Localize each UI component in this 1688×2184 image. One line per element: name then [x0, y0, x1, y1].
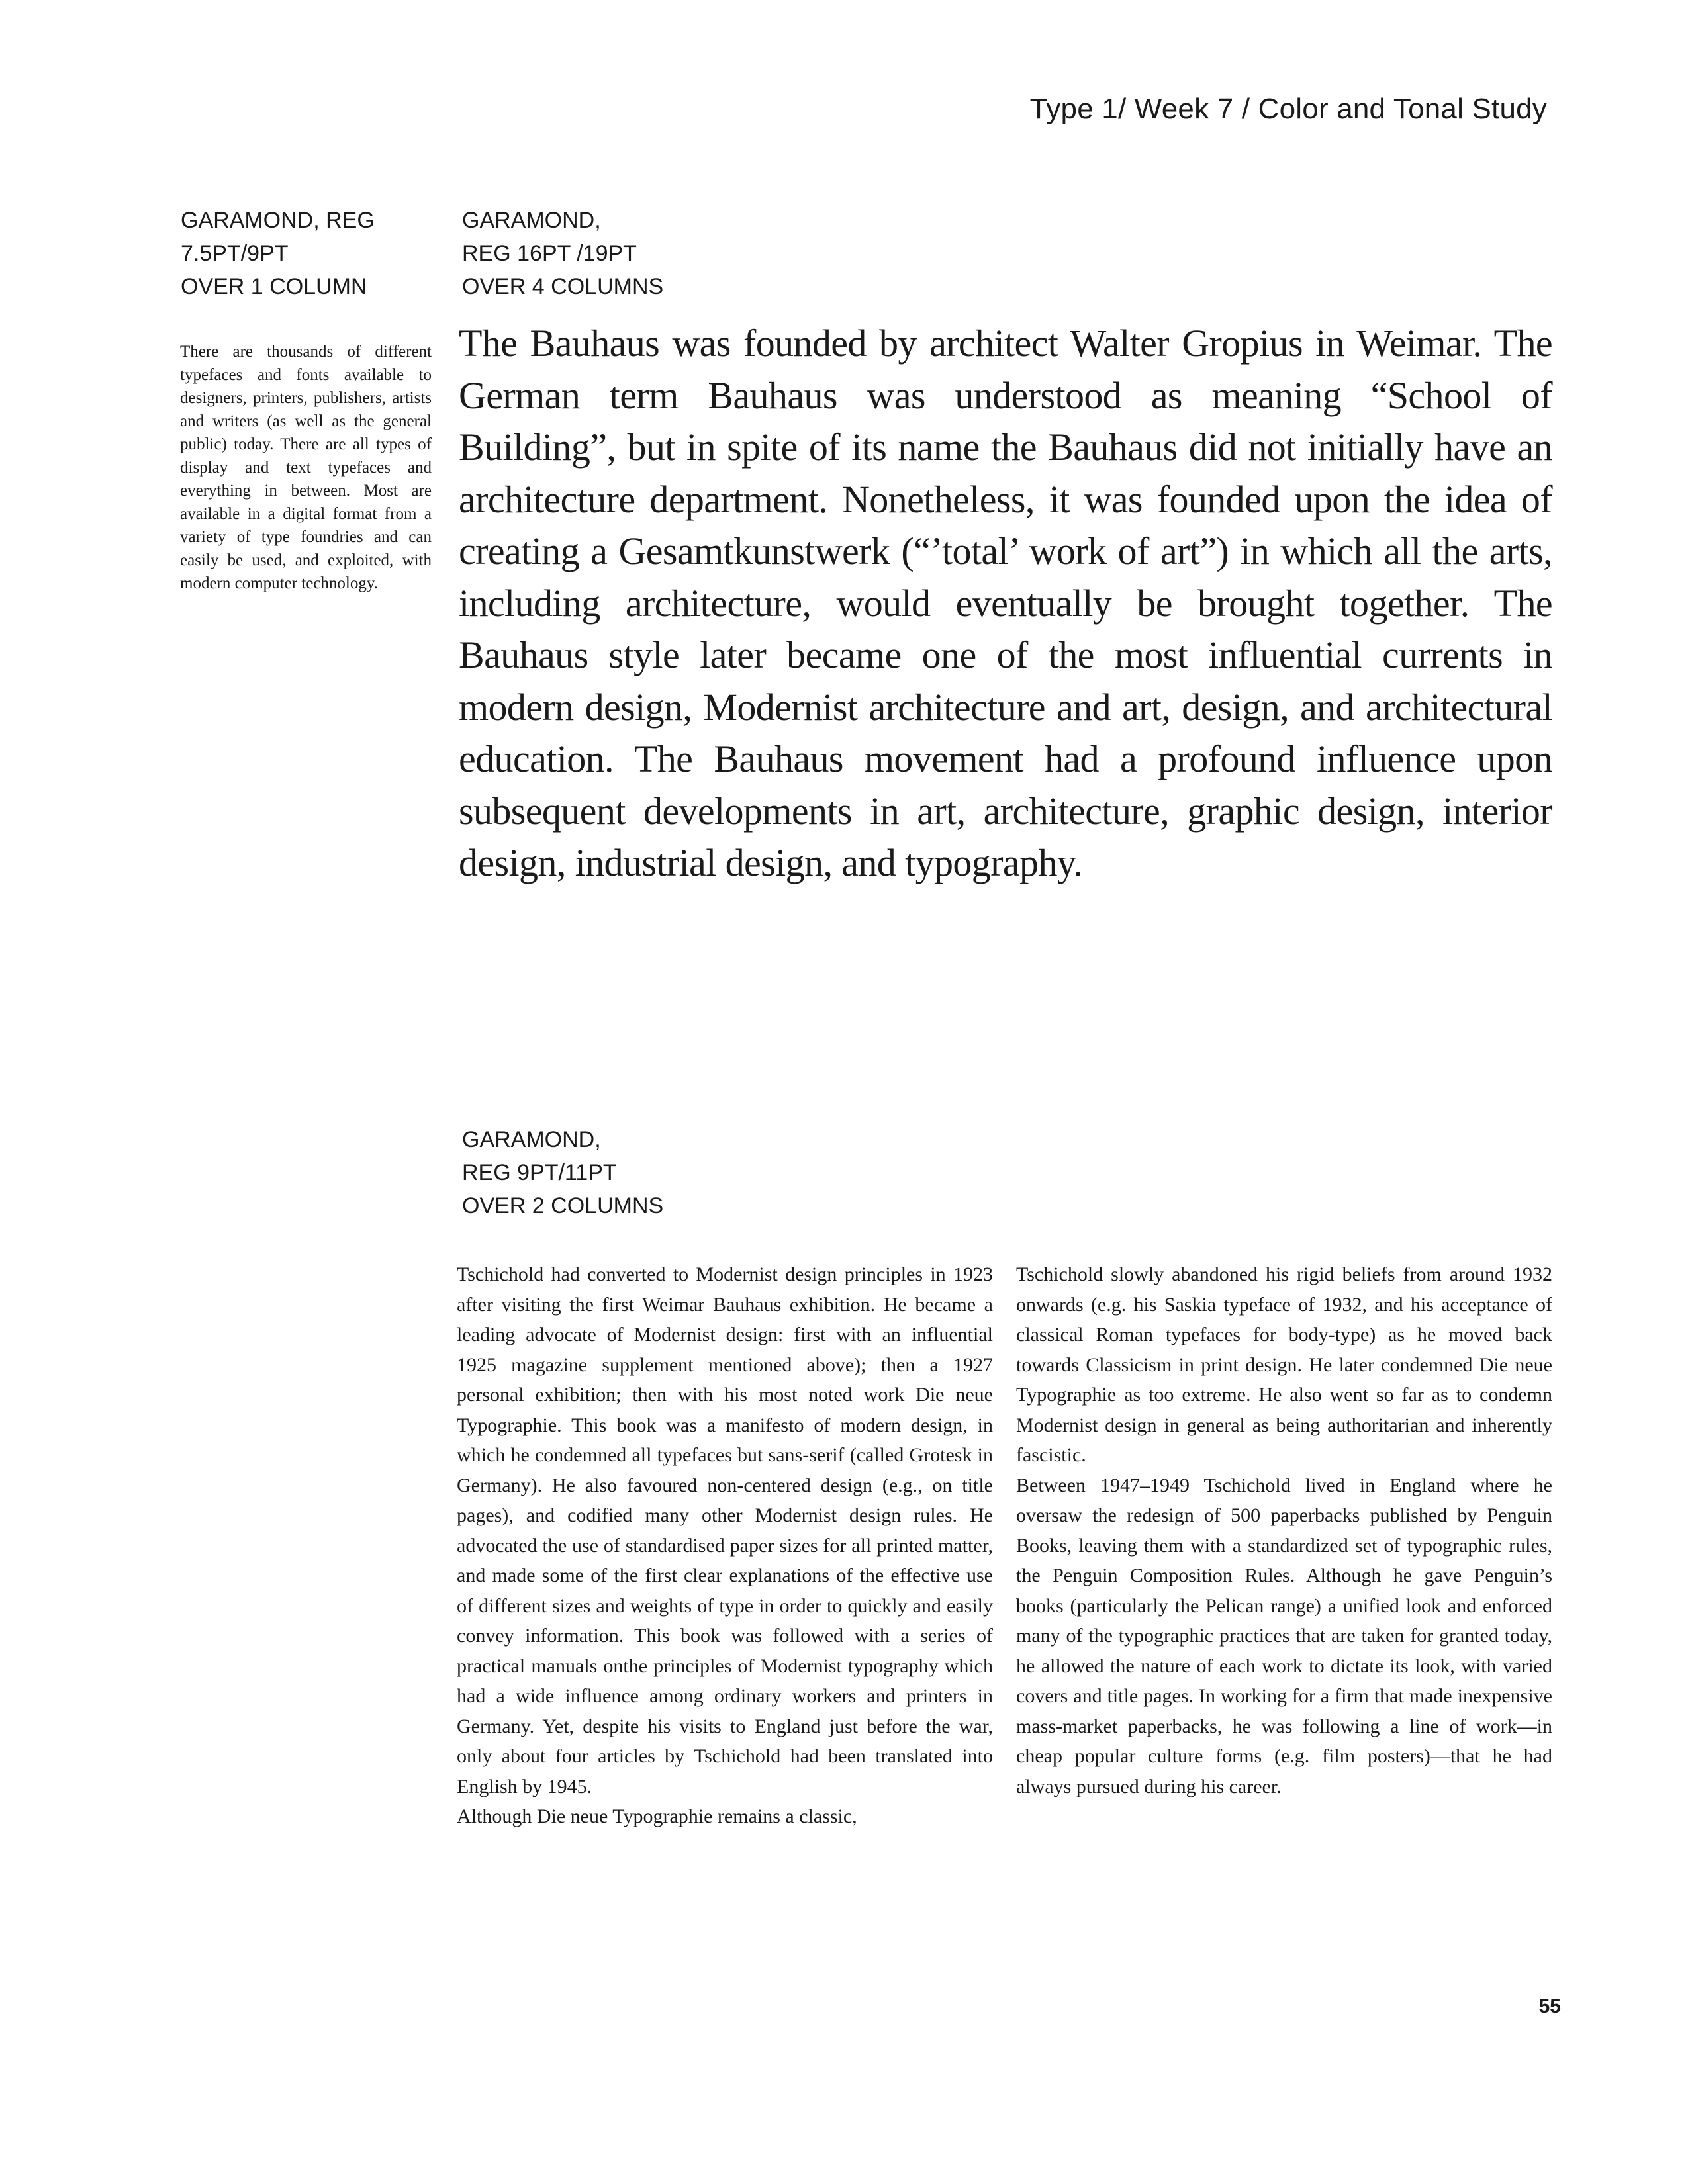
large-body-text: The Bauhaus was founded by architect Walter Gropius in Weimar. The German term Bauhaus was understood as meaning “School of Building”, but in spite of its name the Bauhaus did not initially have an architecture department. Nonetheless, it was founded upon the idea of creating a Gesamtkunstwerk (“’total’ work of art”) in which all the arts, including architecture, would eventually be brought together. The Bauhaus style later became one of the most influential currents in modern design, Modernist architecture and art, design, and architectural education. The Bauhaus movement had a profound influence upon subsequent developments in art, architecture, graphic design, interior design, industrial design, and typography.: [459, 322, 1552, 884]
paragraph: Although Die neue Typographie remains a classic,: [457, 1805, 857, 1827]
spec-line: OVER 2 COLUMNS: [462, 1193, 664, 1218]
spec-line: 7.5PT/9PT: [181, 241, 289, 266]
spec-line: GARAMOND,: [462, 1127, 601, 1152]
spec-line: OVER 1 COLUMN: [181, 274, 367, 299]
paragraph: Tschichold had converted to Modernist design principles in 1923 after visiting the first Weimar Bauhaus exhibition. He became a leading advocate of Modernist design: first with an influential 1925 magazine supplement mentioned above); then a 1927 personal exhibition; then with his most noted work Die neue Typographie. This book was a manifesto of modern design, in which he condemned all typefaces but sans-serif (called Grotesk in Germany). He also favoured non-centered design (e.g., on title pages), and codified many other Modernist design rules. He advocated the use of standardised paper sizes for all printed matter, and made some of the first clear explanations of the effective use of different sizes and weights of type in order to quickly and easily convey information. This book was followed with a series of practical manuals onthe principles of Modernist typography which had a wide influence among ordinary workers and printers in Germany. Yet, despite his visits to England just before the war, only about four articles by Tschichold had been translated into English by 1945.: [457, 1263, 993, 1797]
side-column-text: There are thousands of different typefaces and fonts available to designers, printers, publishers, artists and writers (as well as the general public) today. There are all types of display and text typefaces and everything in between. Most are available in a digital format from a variety of type foundries and can easily be used, and exploited, with modern computer technology.: [180, 343, 432, 592]
paragraph: Between 1947–1949 Tschichold lived in England where he oversaw the redesign of 500 paperbacks published by Penguin Books, leaving them with a standardized set of typographic rules, the Penguin Composition Rules. Although he gave Penguin’s books (particularly the Pelican range) a unified look and enforced many of the typographic practices that are taken for granted today, he allowed the nature of each work to dictate its look, with varied covers and title pages. In working for a firm that made inexpensive mass-market paperbacks, he was following a line of work—in cheap popular culture forms (e.g. film posters)—that he had always pursued during his career.: [1016, 1474, 1552, 1797]
page-number: 55: [1538, 1995, 1561, 2017]
spec-line: OVER 4 COLUMNS: [462, 274, 664, 299]
spec-label-large: [462, 204, 663, 303]
spec-line: REG 9PT/11PT: [462, 1160, 617, 1185]
spec-label-side: [181, 204, 375, 303]
spec-line: GARAMOND,: [462, 208, 601, 233]
body-column-right: [1016, 1259, 1552, 1801]
paragraph: Tschichold slowly abandoned his rigid beliefs from around 1932 onwards (e.g. his Saskia typeface of 1932, and his acceptance of classical Roman typefaces for body-type) as he moved back towards Classicism in print design. He later condemned Die neue Typographie as too extreme. He also went so far as to condemn Modernist design in general as being authoritarian and inherently fascistic.: [1016, 1263, 1552, 1466]
spec-line: REG 16PT /19PT: [462, 241, 637, 266]
body-column-left: [457, 1259, 993, 1832]
page-header-title: Type 1/ Week 7 / Color and Tonal Study: [1029, 93, 1547, 125]
spec-label-columns: [462, 1123, 663, 1222]
spec-line: GARAMOND, REG: [181, 208, 375, 233]
